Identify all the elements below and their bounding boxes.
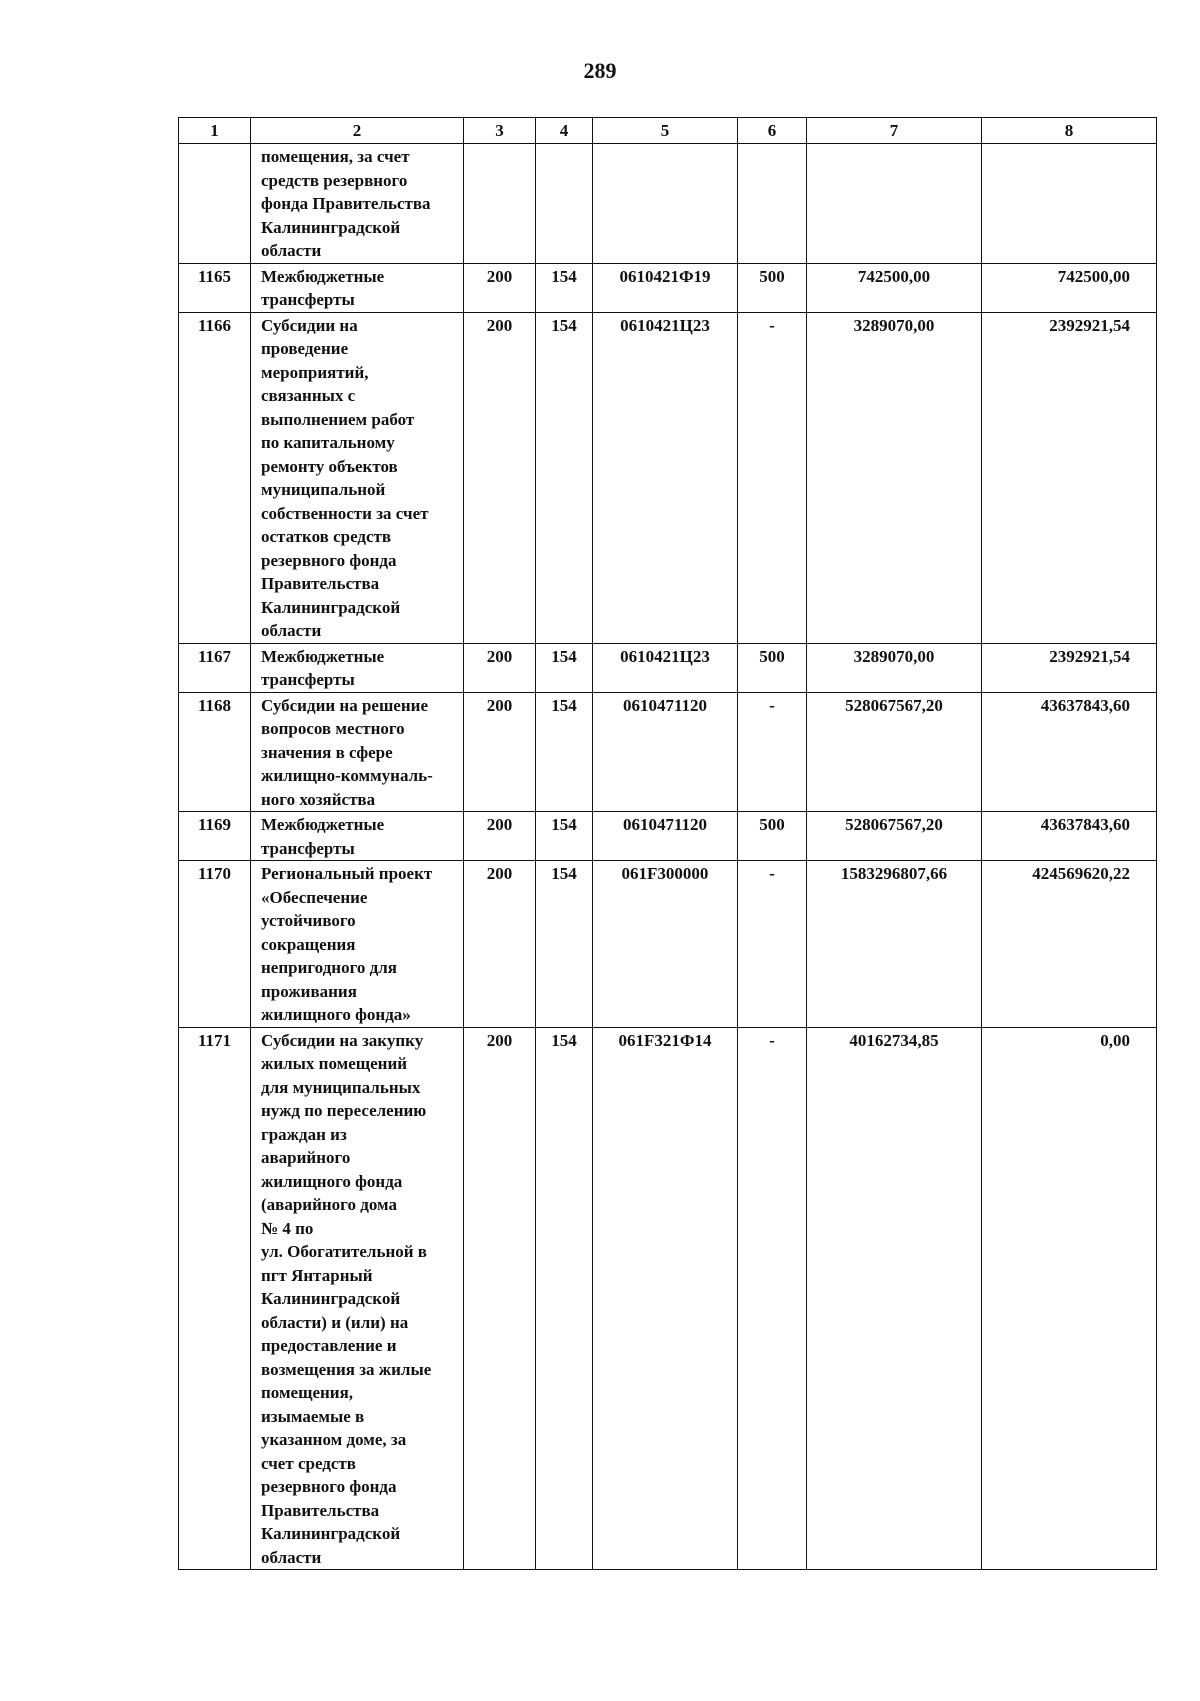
cell-col7: 3289070,00 <box>807 312 982 643</box>
cell-col7 <box>807 144 982 264</box>
column-header: 6 <box>738 118 807 144</box>
cell-col6: - <box>738 1027 807 1570</box>
row-number: 1165 <box>179 263 251 312</box>
cell-col7: 40162734,85 <box>807 1027 982 1570</box>
cell-col6: 500 <box>738 263 807 312</box>
cell-col5: 0610421Ц23 <box>593 312 738 643</box>
cell-col8: 2392921,54 <box>982 643 1157 692</box>
column-header: 4 <box>536 118 593 144</box>
row-name: Межбюджетные трансферты <box>251 812 464 861</box>
cell-col3 <box>464 144 536 264</box>
cell-col8: 742500,00 <box>982 263 1157 312</box>
table-row <box>179 692 1157 812</box>
row-name: Межбюджетные трансферты <box>251 643 464 692</box>
budget-table <box>178 117 1157 1570</box>
cell-col8 <box>982 144 1157 264</box>
cell-col6: - <box>738 312 807 643</box>
column-header: 1 <box>179 118 251 144</box>
cell-col6: - <box>738 692 807 812</box>
cell-col4: 154 <box>536 692 593 812</box>
table-row <box>179 1027 1157 1570</box>
cell-col5: 0610421Ц23 <box>593 643 738 692</box>
cell-col3: 200 <box>464 1027 536 1570</box>
cell-col5 <box>593 144 738 264</box>
table-row <box>179 812 1157 861</box>
table-row <box>179 144 1157 264</box>
cell-col6: 500 <box>738 812 807 861</box>
row-name: Региональный проект «Обеспечение устойчивого сокращения непригодного для проживания жилищного фонда» <box>251 861 464 1028</box>
column-header: 7 <box>807 118 982 144</box>
cell-col7: 528067567,20 <box>807 692 982 812</box>
cell-col3: 200 <box>464 692 536 812</box>
cell-col8: 43637843,60 <box>982 812 1157 861</box>
cell-col4: 154 <box>536 1027 593 1570</box>
table-row <box>179 312 1157 643</box>
cell-col7: 742500,00 <box>807 263 982 312</box>
cell-col6: 500 <box>738 643 807 692</box>
cell-col5: 061F300000 <box>593 861 738 1028</box>
column-header: 2 <box>251 118 464 144</box>
cell-col7: 528067567,20 <box>807 812 982 861</box>
cell-col4: 154 <box>536 263 593 312</box>
cell-col3: 200 <box>464 812 536 861</box>
cell-col5: 061F321Ф14 <box>593 1027 738 1570</box>
cell-col8: 43637843,60 <box>982 692 1157 812</box>
row-name: помещения, за счет средств резервного фонда Правительства Калининградской области <box>251 144 464 264</box>
row-name: Субсидии на проведение мероприятий, связанных с выполнением работ по капитальному ремонту объектов муниципальной собственности за счет остатков средств резервного фонда Правительства Калининградской области <box>251 312 464 643</box>
cell-col8: 2392921,54 <box>982 312 1157 643</box>
cell-col5: 0610421Ф19 <box>593 263 738 312</box>
row-name: Межбюджетные трансферты <box>251 263 464 312</box>
row-number <box>179 144 251 264</box>
cell-col6 <box>738 144 807 264</box>
cell-col3: 200 <box>464 263 536 312</box>
cell-col8: 424569620,22 <box>982 861 1157 1028</box>
header-row <box>179 118 1157 144</box>
cell-col3: 200 <box>464 861 536 1028</box>
cell-col4: 154 <box>536 812 593 861</box>
row-number: 1171 <box>179 1027 251 1570</box>
cell-col4: 154 <box>536 643 593 692</box>
table-row <box>179 643 1157 692</box>
row-name: Субсидии на решение вопросов местного значения в сфере жилищно-коммуналь- ного хозяйства <box>251 692 464 812</box>
cell-col6: - <box>738 861 807 1028</box>
table-row <box>179 263 1157 312</box>
cell-col3: 200 <box>464 312 536 643</box>
row-number: 1169 <box>179 812 251 861</box>
row-number: 1166 <box>179 312 251 643</box>
cell-col7: 1583296807,66 <box>807 861 982 1028</box>
row-number: 1170 <box>179 861 251 1028</box>
row-name: Субсидии на закупку жилых помещений для муниципальных нужд по переселению граждан из аварийного жилищного фонда (аварийного дома № 4 по ул. Обогатительной в пгт Янтарный Калининградской области) и (или) на предоставление и возмещения за жилые помещения, изымаемые в указанном доме, за счет средств резервного фонда Правительства Калининградской области <box>251 1027 464 1570</box>
row-number: 1167 <box>179 643 251 692</box>
column-header: 3 <box>464 118 536 144</box>
cell-col7: 3289070,00 <box>807 643 982 692</box>
column-header: 5 <box>593 118 738 144</box>
cell-col4 <box>536 144 593 264</box>
table-row <box>179 861 1157 1028</box>
cell-col8: 0,00 <box>982 1027 1157 1570</box>
column-header: 8 <box>982 118 1157 144</box>
cell-col4: 154 <box>536 861 593 1028</box>
cell-col5: 0610471120 <box>593 692 738 812</box>
page-number: 289 <box>583 58 617 83</box>
cell-col5: 0610471120 <box>593 812 738 861</box>
cell-col3: 200 <box>464 643 536 692</box>
row-number: 1168 <box>179 692 251 812</box>
cell-col4: 154 <box>536 312 593 643</box>
